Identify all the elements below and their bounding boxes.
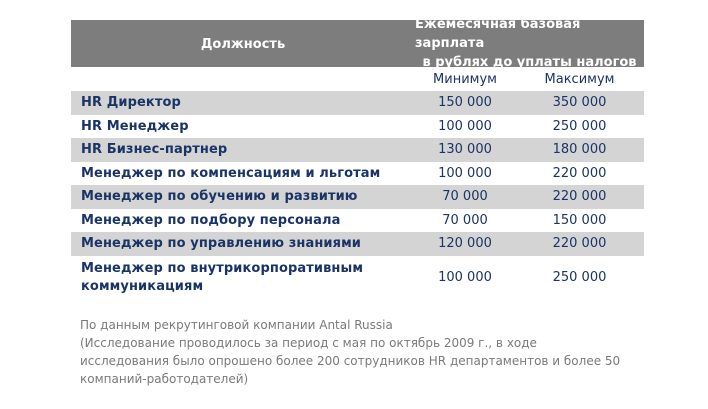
min-cell: 70 000 <box>442 212 488 228</box>
position-cell: Менеджер по обучению и развитию <box>81 189 358 205</box>
table-row <box>71 256 644 301</box>
max-cell: 220 000 <box>552 165 607 181</box>
position-cell: Менеджер по управлению знаниями <box>81 236 362 252</box>
min-cell: 70 000 <box>442 189 488 205</box>
max-header: Максимум <box>544 71 615 87</box>
min-cell: 120 000 <box>438 236 492 252</box>
source-footnote <box>80 316 680 388</box>
position-cell: HR Менеджер <box>81 118 189 134</box>
position-cell: HR Директор <box>81 95 181 111</box>
table-row <box>71 91 644 115</box>
position-cell-line1: Менеджер по внутрикорпоративным <box>81 261 364 276</box>
max-cell: 250 000 <box>552 118 607 134</box>
position-header: Должность <box>200 37 286 52</box>
max-cell: 150 000 <box>552 212 607 228</box>
position-cell-line2: коммуникациям <box>81 279 204 294</box>
max-cell: 180 000 <box>552 142 607 158</box>
salary-table <box>71 17 644 301</box>
min-cell: 100 000 <box>438 165 492 181</box>
footnote-line3: исследования было опрошено более 200 сотрудников HR департаментов и более 50 <box>80 354 621 368</box>
position-cell: HR Бизнес-партнер <box>81 142 228 158</box>
table-header <box>71 17 644 70</box>
max-cell: 350 000 <box>552 95 607 111</box>
position-cell: Менеджер по подбору персонала <box>81 212 341 228</box>
footnote-line1: По данным рекрутинговой компании Antal Russia <box>80 318 393 332</box>
table-subheader <box>71 67 644 91</box>
table-row <box>71 209 644 233</box>
table-row <box>71 185 644 209</box>
salary-header <box>415 17 644 70</box>
table-row <box>71 115 644 139</box>
max-cell: 220 000 <box>552 236 607 252</box>
position-cell <box>71 260 415 296</box>
table-row <box>71 138 644 162</box>
footnote-line4: компаний-работодателей) <box>80 372 249 386</box>
footnote-line2: (Исследование проводилось за период с мая по октябрь 2009 г., в ходе <box>80 336 537 350</box>
table-row <box>71 162 644 186</box>
min-cell: 100 000 <box>438 270 492 285</box>
max-cell: 220 000 <box>552 189 607 205</box>
min-cell: 100 000 <box>438 118 492 134</box>
min-header: Минимум <box>433 71 497 87</box>
min-cell: 150 000 <box>438 95 492 111</box>
salary-header-line2: в рублях до уплаты налогов <box>422 55 637 70</box>
position-cell: Менеджер по компенсациям и льготам <box>81 165 381 181</box>
max-cell: 250 000 <box>552 270 607 285</box>
table-row <box>71 232 644 256</box>
salary-header-line1: Ежемесячная базовая зарплата <box>415 17 581 51</box>
min-cell: 130 000 <box>438 142 492 158</box>
